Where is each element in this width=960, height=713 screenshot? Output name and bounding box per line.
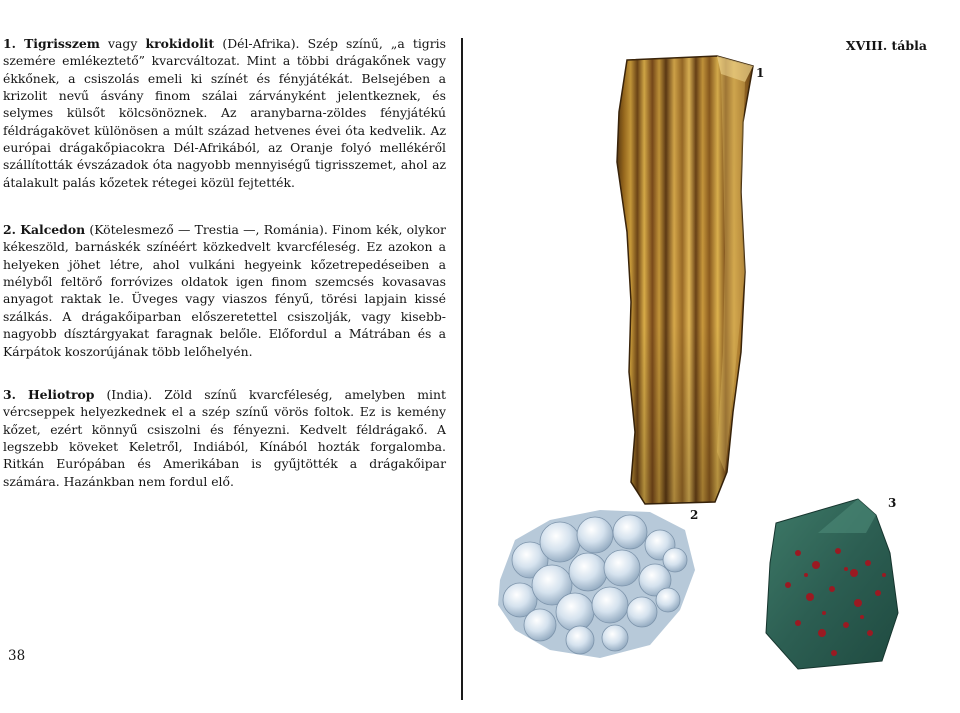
- page-number: 38: [8, 648, 26, 664]
- entry-name: Heliotrop: [27, 386, 95, 402]
- entry-heliotrop: [3, 386, 446, 490]
- entry-kalcedon: [3, 221, 446, 360]
- entry-text: (Dél-Afrika). Szép színű, „a tigris szemére emlékeztető” kvarcváltozat. Mint a többi drágakőnek vagy ékkőnek, a csiszolás emeli ki színét és fényjátékát. Belsejében a krizolit nevű ásvány finom szálai zárványként jelentkeznek, és selymes külsőt kölcsönöznek. Az aranybarna-zöldes fényjátékú féldrágakövet különösen a múlt század hetvenes évei óta kedvelik. Az európai drágakőpiacokra Dél-Afrikából, az Oranje folyó mellékéről szállították évszázadok óta nagyobb mennyiségű tigrisszemet, ahol az átalakult palás kőzetek rétegei közül fejtették.: [3, 36, 446, 190]
- plate-title: XVIII. tábla: [845, 38, 927, 53]
- tigers-eye-specimen-image: [605, 52, 765, 507]
- text-column: [3, 35, 446, 490]
- entry-name: Tigrisszem: [24, 36, 100, 51]
- entry-number: 1.: [3, 36, 16, 51]
- column-divider: [461, 38, 463, 700]
- entry-number: 3.: [3, 386, 16, 402]
- entry-connector: vagy: [99, 36, 146, 51]
- entry-alt-name: krokidolit: [145, 36, 215, 51]
- figure-label-2: 2: [690, 508, 699, 522]
- chalcedony-specimen-image: [490, 500, 700, 660]
- heliotrope-specimen-image: [758, 493, 908, 673]
- entry-tigrisszem: [3, 35, 446, 191]
- figure-label-3: 3: [888, 496, 897, 510]
- entry-name: Kalcedon: [20, 222, 86, 238]
- entry-text: (Kötelesmező — Trestia —, Románia). Finom kék, olykor kékeszöld, barnáskék színéért közkedvelt kvarcféleség. Ez azokon a helyeken jöhet létre, ahol vulkáni hegyeink kőzetrepedéseiben a mélyből feltörő forróvizes oldatok igen finom szemcsés kovasavas anyagot raktak le. Üveges vagy viaszos fényű, törési lapjain kissé szálkás. A drágakőiparban előszeretettel csiszolják, vagy kisebb-nagyobb dísztárgyakat faragnak belőle. Előfordul a Mátrában és a Kárpátok koszorújának több lelőhelyén.: [3, 222, 446, 359]
- entry-number: 2.: [3, 222, 16, 238]
- entry-text: (India). Zöld színű kvarcféleség, amelyben mint vércseppek helyezkednek el a szép színű vörös foltok. Ez is kemény kőzet, ezért könnyű csiszolni és fényezni. Kedvelt féldrágakő. A legszebb köveket Keletről, Indiából, Kínából hozták forgalomba. Ritkán Európában és Amerikában is gyűjtötték a drágakőipar számára. Hazánkban nem fordul elő.: [3, 386, 446, 489]
- figure-label-1: 1: [756, 66, 765, 80]
